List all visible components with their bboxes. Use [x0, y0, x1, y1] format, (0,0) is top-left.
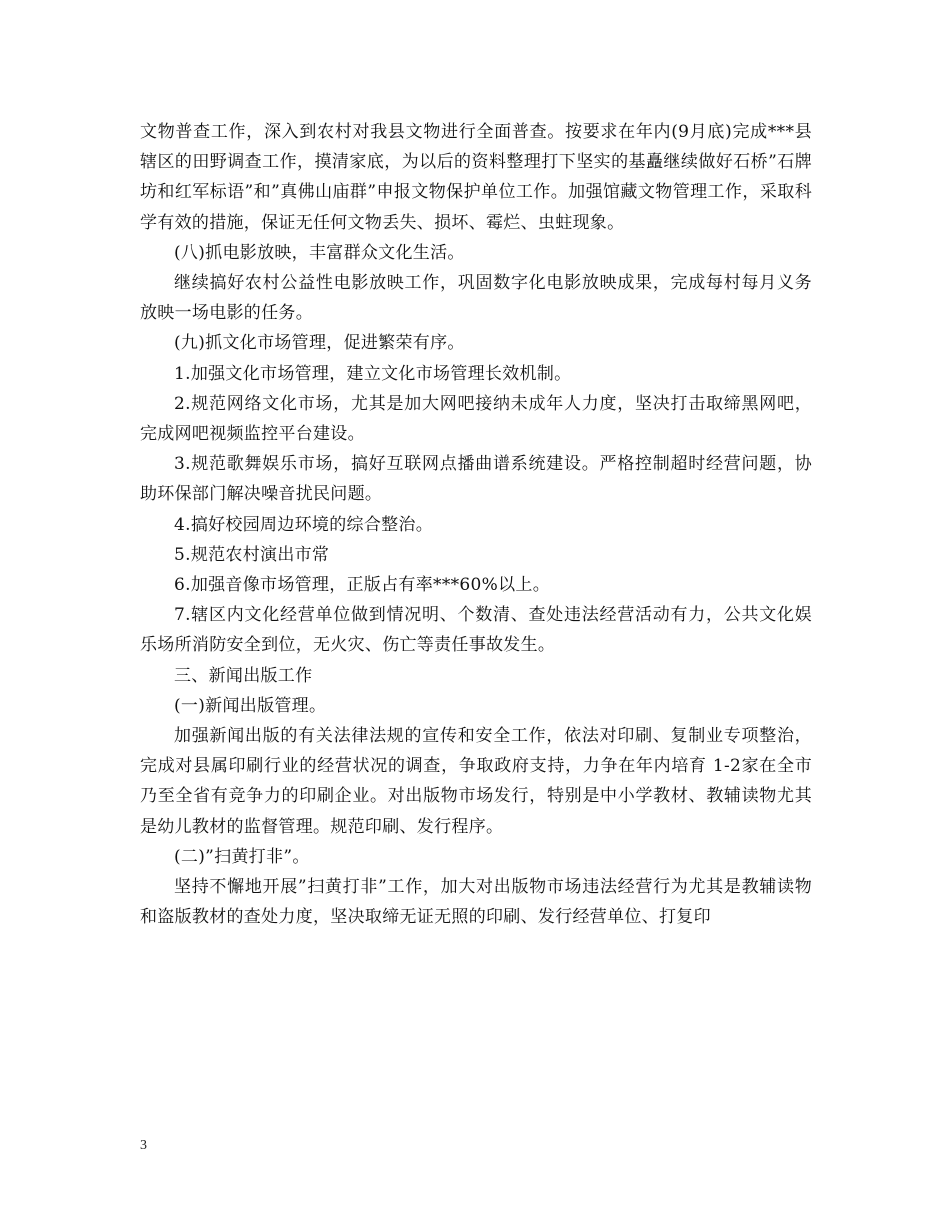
paragraph: 坚持不懈地开展”扫黄打非”工作，加大对出版物市场违法经营行为尤其是教辅读物和盗版教材的查处力度，坚决取缔无证无照的印刷、发行经营单位、打复印 — [140, 877, 812, 928]
section-heading: 三、新闻出版工作 — [174, 665, 313, 686]
list-item: 3.规范歌舞娱乐市场，搞好互联网点播曲谱系统建设。严格控制超时经营问题，协助环保部门解决噪音扰民问题。 — [140, 454, 812, 505]
page-number: 3 — [140, 1138, 147, 1153]
list-item: 1.加强文化市场管理，建立文化市场管理长效机制。 — [174, 363, 572, 384]
section-heading: (九)抓文化市场管理，促进繁荣有序。 — [174, 333, 465, 354]
list-item: 4.搞好校园周边环境的综合整治。 — [174, 514, 434, 535]
paragraph: 加强新闻出版的有关法律法规的宣传和安全工作，依法对印刷、复制业专项整治，完成对县属印刷行业的经营状况的调查，争取政府支持，力争在年内培育 1-2家在全市乃至全省有竞争力的印刷企业。对出版物市场发行，特别是中小学教材、教辅读物尤其是幼儿教材的监督管理。规范印刷、发行程序。 — [140, 726, 812, 837]
paragraph: 文物普查工作，深入到农村对我县文物进行全面普查。按要求在年内(9月底)完成***县辖区的田野调查工作，摸清家底，为以后的资料整理打下坚实的基矗继续做好石桥”石牌坊和红军标语”和”真佛山庙群”申报文物保护单位工作。加强馆藏文物管理工作，采取科学有效的措施，保证无任何文物丢失、损坏、霉烂、虫蛀现象。 — [140, 122, 812, 233]
list-item: 6.加强音像市场管理，正版占有率***60%以上。 — [174, 575, 551, 596]
list-item: 2.规范网络文化市场，尤其是加大网吧接纳未成年人力度，坚决打击取缔黑网吧，完成网吧视频监控平台建设。 — [140, 393, 812, 445]
list-item: 7.辖区内文化经营单位做到情况明、个数清、查处违法经营活动有力，公共文化娱乐场所消防安全到位，无火灾、伤亡等责任事故发生。 — [140, 605, 812, 656]
subsection-heading: (二)”扫黄打非”。 — [174, 846, 310, 867]
section-heading: (八)抓电影放映，丰富群众文化生活。 — [174, 242, 465, 263]
subsection-heading: (一)新闻出版管理。 — [174, 695, 327, 716]
list-item: 5.规范农村演出市常 — [174, 544, 330, 565]
document-body — [140, 117, 812, 932]
paragraph: 继续搞好农村公益性电影放映工作，巩固数字化电影放映成果，完成每村每月义务放映一场电影的任务。 — [140, 273, 812, 324]
